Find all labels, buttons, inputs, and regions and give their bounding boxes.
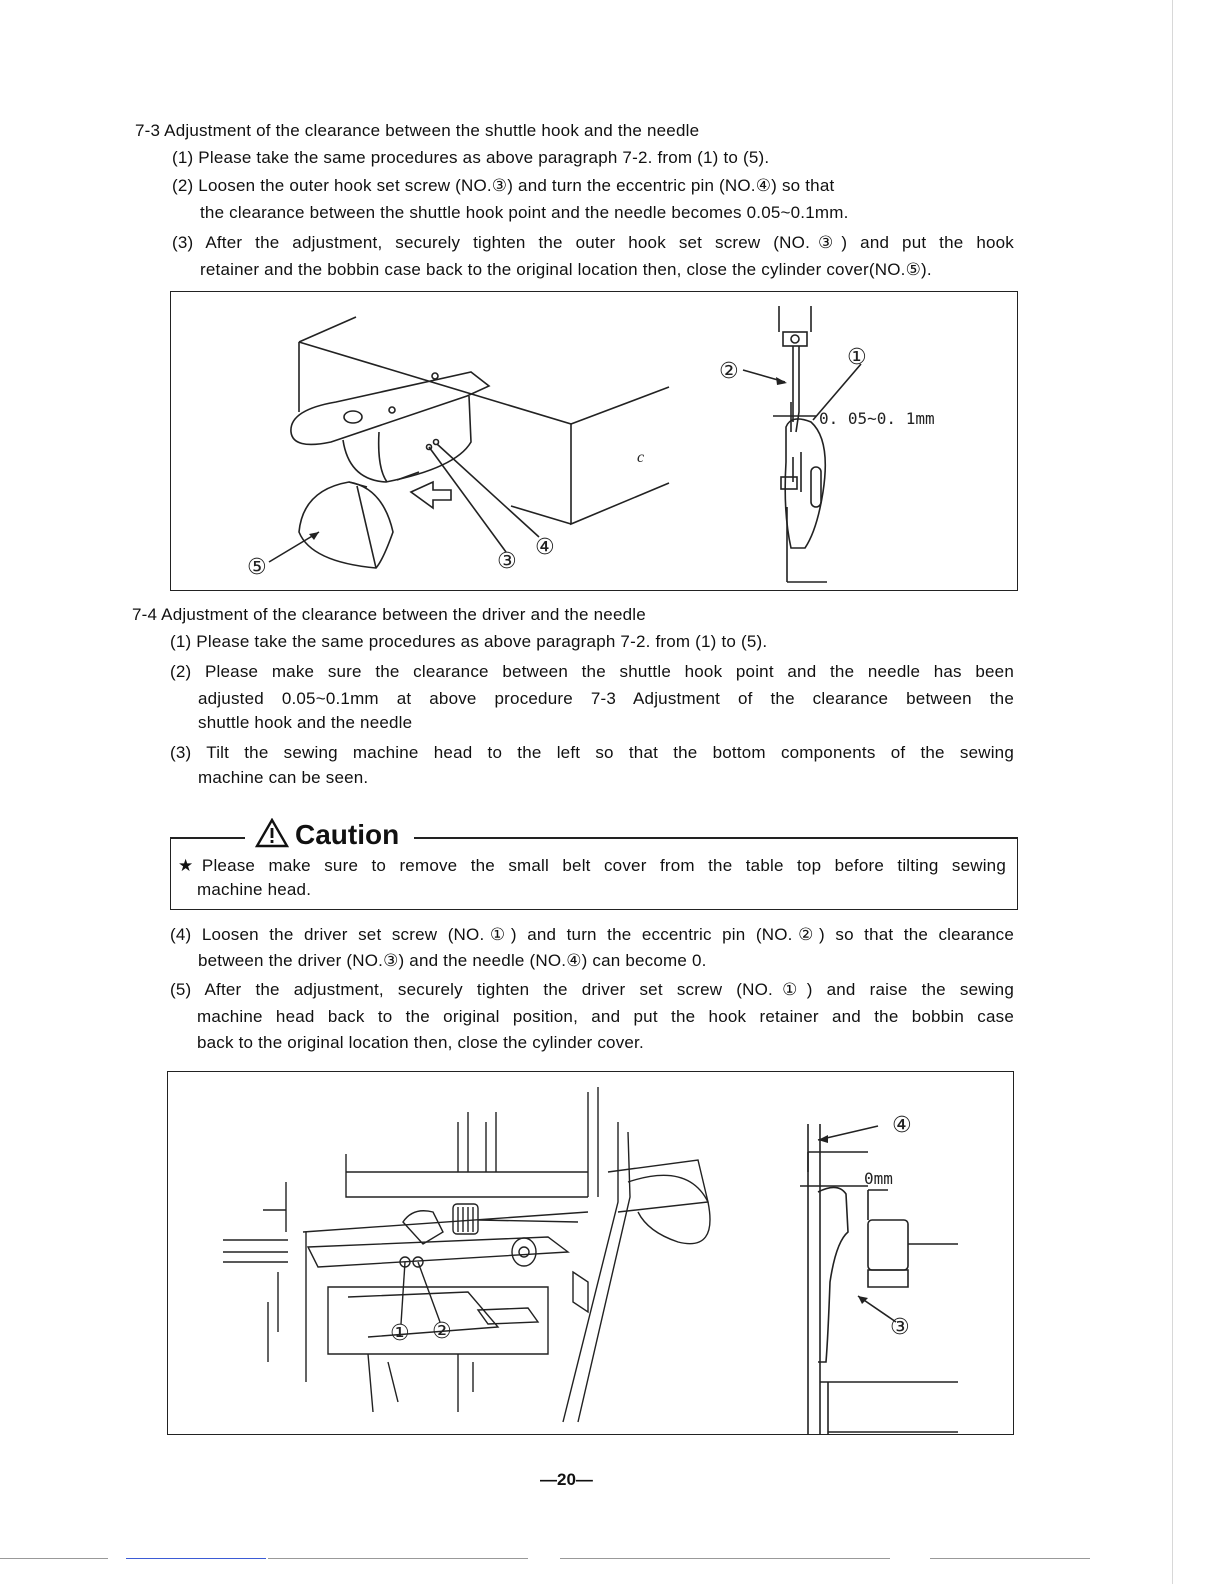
footer-scan-line <box>126 1558 266 1559</box>
figure-1-mark-c: c <box>637 449 645 466</box>
warning-triangle-icon <box>255 818 289 848</box>
section-7-3-step-3-line-2: retainer and the bobbin case back to the original location then, close the cylinder cover(NO.⑤). <box>200 260 932 279</box>
figure-1-clearance-label: 0. 05~0. 1mm <box>819 409 935 428</box>
section-7-3-step-1: (1) Please take the same procedures as above paragraph 7-2. from (1) to (5). <box>172 148 770 167</box>
figure-2-callout-4: ④ <box>892 1113 912 1138</box>
section-7-3-step-3-line-1: (3) After the adjustment, securely tighten the outer hook set screw (NO.③) and put the hook <box>172 233 1014 252</box>
figure-1-drawing <box>171 292 1017 590</box>
section-7-4-step-1: (1) Please take the same procedures as above paragraph 7-2. from (1) to (5). <box>170 632 768 651</box>
caution-title-text: Caution <box>295 819 400 850</box>
footer-scan-line <box>0 1558 108 1559</box>
figure-2-clearance-label: 0mm <box>864 1169 893 1188</box>
section-7-4-step-5-line-2: machine head back to the original position, and put the hook retainer and the bobbin case <box>197 1007 1014 1026</box>
section-7-4-step-4-line-1: (4) Loosen the driver set screw (NO.①) and turn the eccentric pin (NO.②) so that the clearance <box>170 925 1014 944</box>
section-7-4-step-5-line-1: (5) After the adjustment, securely tighten the driver set screw (NO.①) and raise the sewing <box>170 980 1014 999</box>
section-7-4-step-4-line-2: between the driver (NO.③) and the needle (NO.④) can become 0. <box>198 951 707 970</box>
section-7-4-heading: 7-4 Adjustment of the clearance between the driver and the needle <box>132 605 646 624</box>
section-7-4-step-3-line-2: machine can be seen. <box>198 768 369 787</box>
caution-line-1: ★Please make sure to remove the small belt cover from the table top before tilting sewing <box>178 856 1006 875</box>
footer-scan-line <box>560 1558 890 1559</box>
figure-1-callout-5: ⑤ <box>247 555 267 580</box>
footer-scan-line <box>930 1558 1090 1559</box>
figure-2-callout-3: ③ <box>890 1315 910 1340</box>
page-edge <box>1172 0 1173 1584</box>
figure-1-callout-2: ② <box>719 359 739 384</box>
figure-1-callout-4: ④ <box>535 535 555 560</box>
section-7-4-step-2-line-1: (2) Please make sure the clearance between the shuttle hook point and the needle has been <box>170 662 1014 681</box>
figure-shuttle-hook-clearance <box>170 291 1018 591</box>
figure-driver-clearance <box>167 1071 1014 1435</box>
caution-title <box>255 818 399 851</box>
section-7-4-step-2-line-2: adjusted 0.05~0.1mm at above procedure 7-3 Adjustment of the clearance between the <box>198 689 1014 708</box>
section-7-4-step-5-line-3: back to the original location then, close the cylinder cover. <box>197 1033 644 1052</box>
section-7-3-step-2-line-1: (2) Loosen the outer hook set screw (NO.③) and turn the eccentric pin (NO.④) so that <box>172 176 835 195</box>
footer-scan-line <box>268 1558 528 1559</box>
section-7-4-step-2-line-3: shuttle hook and the needle <box>198 713 413 732</box>
page-number: —20— <box>540 1470 593 1489</box>
figure-2-callout-2: ② <box>432 1319 452 1344</box>
figure-2-drawing <box>168 1072 1013 1434</box>
figure-1-callout-1: ① <box>847 345 867 370</box>
figure-2-callout-1: ① <box>390 1321 410 1346</box>
section-7-3-step-2-line-2: the clearance between the shuttle hook point and the needle becomes 0.05~0.1mm. <box>200 203 849 222</box>
section-7-4-step-3-line-1: (3) Tilt the sewing machine head to the left so that the bottom components of the sewing <box>170 743 1014 762</box>
figure-1-callout-3: ③ <box>497 549 517 574</box>
caution-line-2: machine head. <box>197 880 312 899</box>
section-7-3-heading: 7-3 Adjustment of the clearance between the shuttle hook and the needle <box>135 121 700 140</box>
